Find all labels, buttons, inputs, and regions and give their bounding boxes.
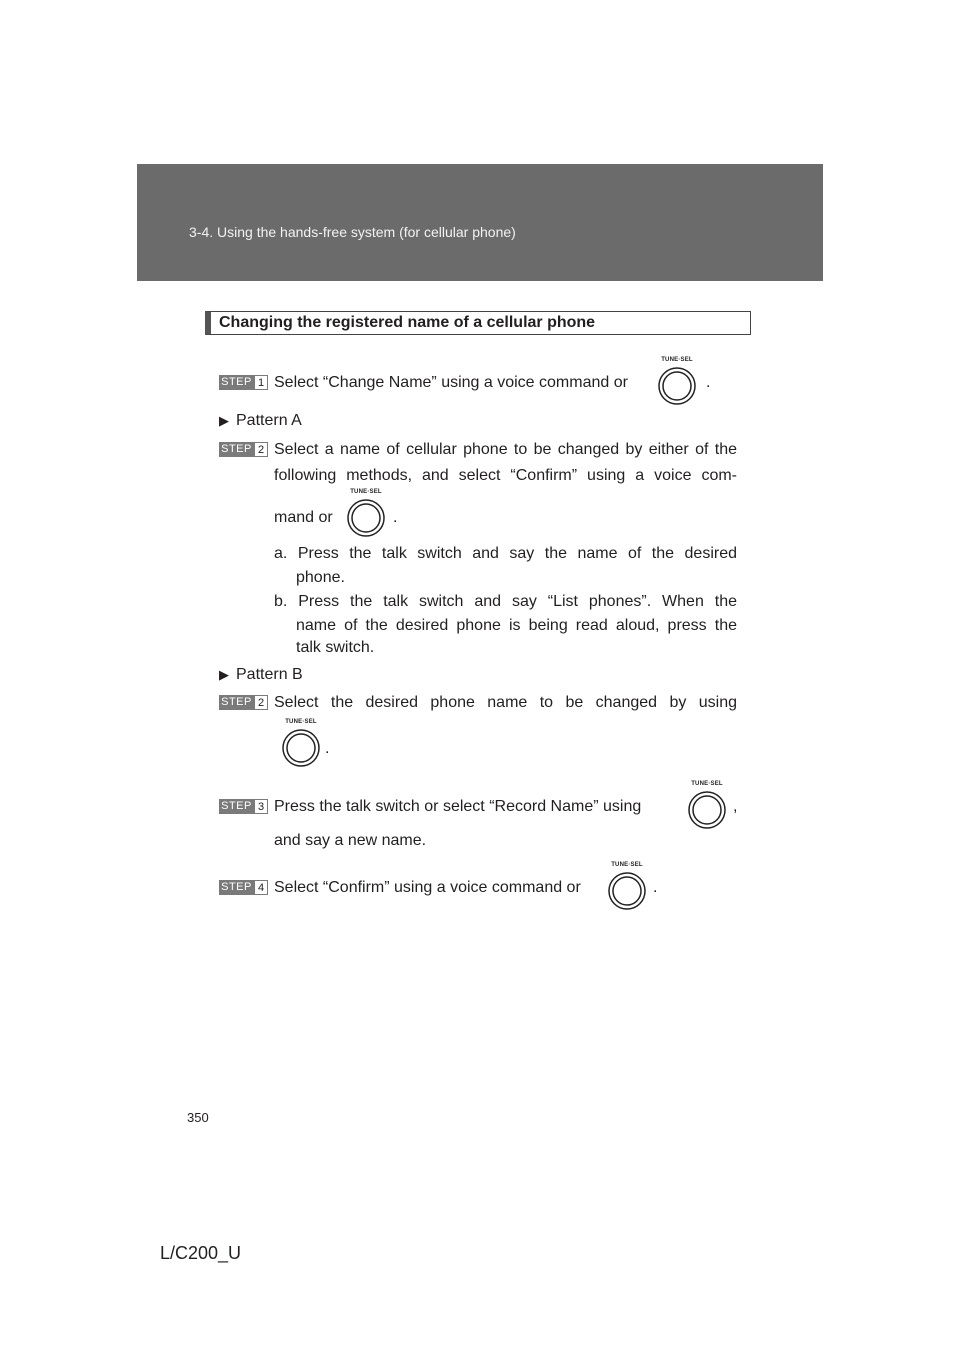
step-2a-item-a-line-1: a. Press the talk switch and say the name of the desired	[274, 545, 737, 562]
knob-label: TUNE·SEL	[661, 357, 693, 363]
step-badge-3	[219, 799, 268, 814]
step-number: 4	[254, 880, 268, 895]
step-2a-item-b-line-2: name of the desired phone is being read aloud, press the	[296, 617, 737, 634]
chapter-header	[137, 164, 823, 281]
step-badge-1	[219, 375, 268, 390]
step-2a-line-1: Select a name of cellular phone to be changed by either of the	[274, 441, 737, 458]
knob-label: TUNE·SEL	[611, 862, 643, 868]
step-word: STEP	[219, 695, 254, 710]
step-badge-2b	[219, 695, 268, 710]
chapter-title: 3-4. Using the hands-free system (for cellular phone)	[189, 224, 516, 240]
step-2a-tail: .	[393, 509, 398, 526]
model-code: L/C200_U	[160, 1243, 242, 1263]
step-badge-2a	[219, 442, 268, 457]
pattern-b-label: Pattern B	[236, 666, 303, 683]
step-1-tail: .	[706, 374, 711, 391]
step-2a-item-b-line-1: b. Press the talk switch and say “List phones”. When the	[274, 593, 737, 610]
pattern-arrow-icon: ▶	[219, 413, 229, 428]
step-2a-item-a-line-2: phone.	[296, 569, 345, 586]
step-word: STEP	[219, 375, 254, 390]
step-2a-item-b-line-3: talk switch.	[296, 639, 375, 656]
step-4-text: Select “Confirm” using a voice command or	[274, 879, 581, 896]
step-badge-4	[219, 880, 268, 895]
step-number: 2	[254, 442, 268, 457]
step-2a-line-2: following methods, and select “Confirm” using a voice com-	[274, 467, 737, 484]
step-word: STEP	[219, 880, 254, 895]
step-word: STEP	[219, 799, 254, 814]
tune-sel-knob-icon	[344, 489, 388, 545]
knob-label: TUNE·SEL	[691, 781, 723, 787]
tune-sel-knob-icon	[655, 357, 699, 413]
step-number: 2	[254, 695, 268, 710]
pattern-a-label: Pattern A	[236, 412, 302, 429]
step-3-comma: ,	[733, 798, 738, 815]
pattern-a-heading	[219, 409, 302, 433]
pattern-arrow-icon: ▶	[219, 667, 229, 682]
tune-sel-knob-icon	[279, 719, 323, 775]
step-3-line-2: and say a new name.	[274, 832, 427, 849]
knob-label: TUNE·SEL	[350, 489, 382, 495]
step-2b-tail: .	[325, 740, 330, 757]
step-2a-line-3: mand or	[274, 509, 333, 526]
step-number: 1	[254, 375, 268, 390]
step-4-tail: .	[653, 879, 658, 896]
step-2b-line-1: Select the desired phone name to be changed by using	[274, 694, 737, 711]
tune-sel-knob-icon	[685, 781, 729, 837]
step-word: STEP	[219, 442, 254, 457]
pattern-b-heading	[219, 663, 303, 687]
knob-label: TUNE·SEL	[285, 719, 317, 725]
page-number: 350	[187, 1110, 209, 1125]
step-1-text: Select “Change Name” using a voice command or	[274, 374, 628, 391]
step-3-line-1: Press the talk switch or select “Record Name” using	[274, 798, 642, 815]
step-number: 3	[254, 799, 268, 814]
tune-sel-knob-icon	[605, 862, 649, 918]
section-title: Changing the registered name of a cellular phone	[205, 311, 751, 335]
